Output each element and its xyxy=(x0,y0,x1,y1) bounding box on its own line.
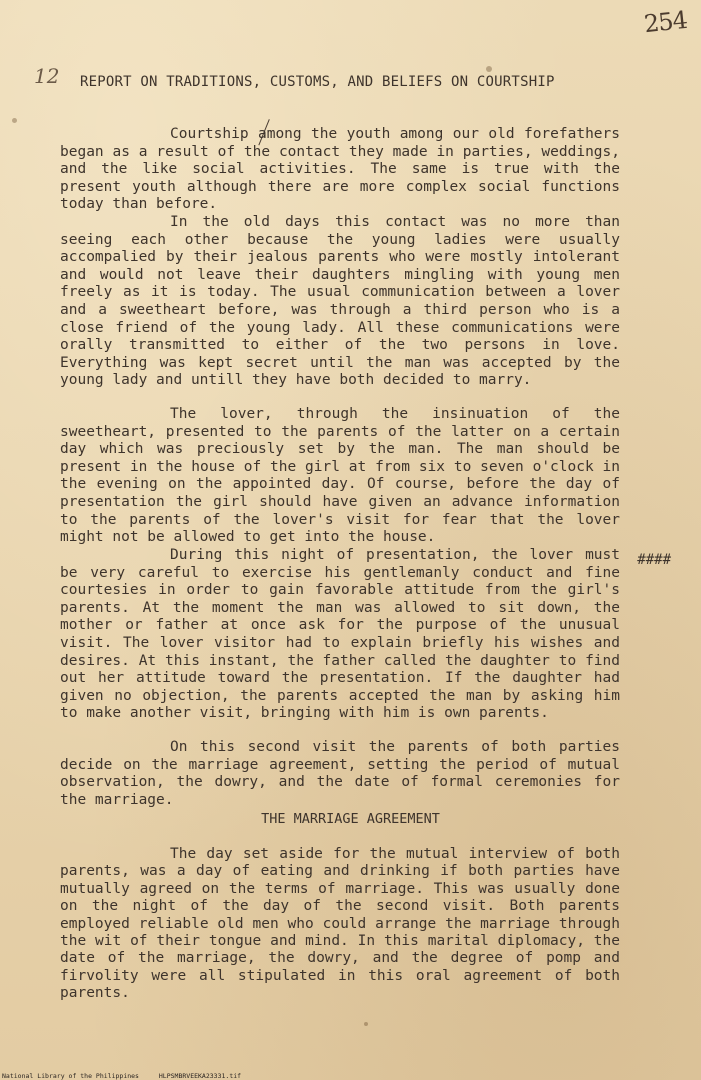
file-id: HLPSMBRVEEKA23331.tif xyxy=(158,1072,242,1080)
paragraph-6: The day set aside for the mutual interview of both parents, was a day of eating and drinking if both parties have mutually agreed on the terms of marriage. This was usually done on the night of the day of the second visit. Both parents employed reliable old men who could arrange the marriage through the wit of their tongue and mind. In this marital diplomacy, the date of the marriage, the dowry, and the degree of pomp and firvolity were all stipulated in this oral agreement of both parents. xyxy=(60,846,620,1002)
library-credit: National Library of the Philippines xyxy=(2,1072,139,1080)
scan-footer xyxy=(2,1072,257,1080)
paragraph-4: During this night of presentation, the lover must be very careful to exercise his gentlemanly conduct and fine courtesies in order to gain favorable attitude from the girl's parents. At the moment the man was allowed to sit down, the mother or father at once ask for the purpose of the unusual visit. The lover visitor had to explain briefly his wishes and desires. At this instant, the father called the daughter to find out her attitude toward the presentation. If the daughter had given no objection, the parents accepted the man by asking him to make another visit, bringing with him is own parents. xyxy=(60,547,620,722)
section-heading: THE MARRIAGE AGREEMENT xyxy=(261,811,440,827)
paragraph-3: The lover, through the insinuation of the sweetheart, presented to the parents of the latter on a certain day which was preciously set by the man. The man should be present in the house of the girl at from six to seven o'clock in the evening on the appointed day. Of course, before the day of presentation the girl should have given an advance information to the parents of the lover's visit for fear that the lover might not be allowed to get into the house. xyxy=(60,406,620,546)
paragraph-5: On this second visit the parents of both parties decide on the marriage agreement, setting the period of mutual observation, the dowry, and the date of formal ceremonies for the marriage. xyxy=(60,739,620,808)
paragraph-1: Courtship among the youth among our old forefathers began as a result of the contact they made in parties, weddings, and the like social activities. The same is true with the present youth although there are more complex social functions today than before. xyxy=(60,126,620,213)
side-number: 12 xyxy=(34,64,60,88)
page-number: 254 xyxy=(642,5,689,39)
ink-smudge xyxy=(364,1022,368,1026)
strikeout-mark: #### xyxy=(637,552,671,568)
paragraph-2: In the old days this contact was no more than seeing each other because the young ladies were usually accompalied by their jealous parents who were mostly intolerant and would not leave their daughters mingling with young men freely as it is today. The usual communication between a lover and a sweetheart before, was through a third person who is a close friend of the young lady. All these communications were orally transmitted to either of the two persons in love. Everything was kept secret until the man was accepted by the young lady and untill they have both decided to marry. xyxy=(60,214,620,389)
ink-smudge xyxy=(12,118,17,123)
document-title: REPORT ON TRADITIONS, CUSTOMS, AND BELIEFS ON COURTSHIP xyxy=(80,74,555,90)
ink-smudge xyxy=(486,66,492,72)
